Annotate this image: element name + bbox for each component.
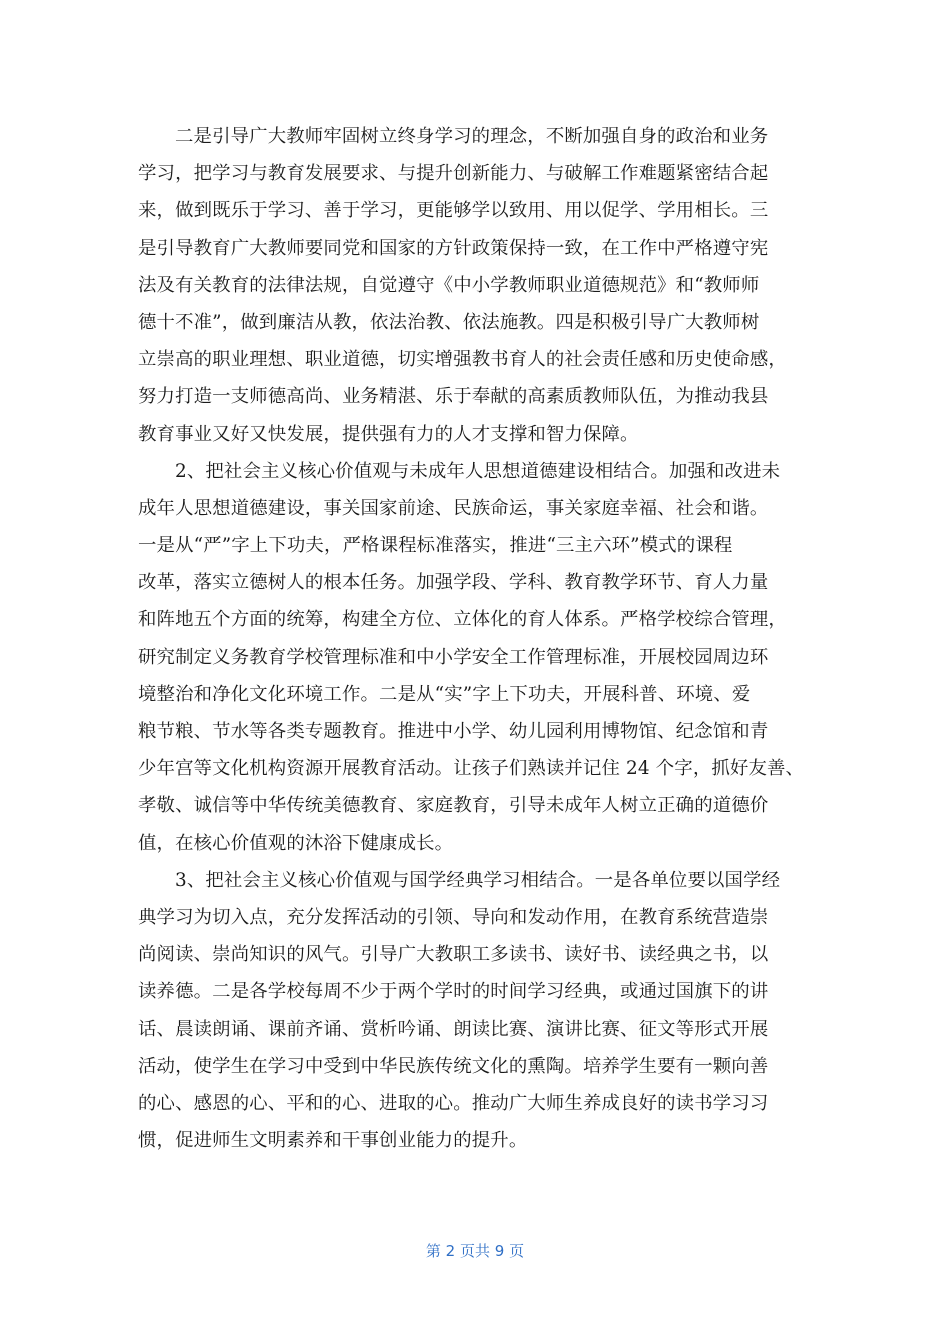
text-line: 来，做到既乐于学习、善于学习，更能够学以致用、用以促学、学用相长。三 bbox=[138, 200, 769, 222]
text-line: 粮节粮、节水等各类专题教育。推进中小学、幼儿园利用博物馆、纪念馆和青 bbox=[138, 721, 769, 742]
text-line: 少年宫等文化机构资源开展教育活动。让孩子们熟读并记住 24 个字，抓好友善、 bbox=[138, 758, 805, 780]
paragraph-first-line: 2、把社会主义核心价值观与未成年人思想道德建设相结合。加强和改进未 bbox=[175, 460, 781, 482]
text-line: 尚阅读、崇尚知识的风气。引导广大教职工多读书、读好书、读经典之书，以 bbox=[138, 944, 769, 966]
text-line: 改革，落实立德树人的根本任务。加强学段、学科、教育教学环节、育人力量 bbox=[138, 572, 769, 594]
text-line: 法及有关教育的法律法规，自觉遵守《中小学教师职业道德规范》和“教师师 bbox=[138, 274, 760, 296]
text-line: 成年人思想道德建设，事关国家前途、民族命运，事关家庭幸福、社会和谐。 bbox=[138, 497, 769, 519]
text-line: 努力打造一支师德高尚、业务精湛、乐于奉献的高素质教师队伍，为推动我县 bbox=[138, 386, 769, 408]
text-line: 值，在核心价值观的沐浴下健康成长。 bbox=[138, 832, 454, 854]
text-line: 研究制定义务教育学校管理标准和中小学安全工作管理标准，开展校园周边环 bbox=[138, 646, 769, 668]
text-line: 典学习为切入点，充分发挥活动的引领、导向和发动作用，在教育系统营造崇 bbox=[138, 906, 769, 928]
text-line: 德十不准”，做到廉洁从教，依法治教、依法施教。四是积极引导广大教师树 bbox=[138, 311, 760, 333]
text-line: 孝敬、诚信等中华传统美德教育、家庭教育，引导未成年人树立正确的道德价 bbox=[138, 795, 769, 817]
text-line: 活动，使学生在学习中受到中华民族传统文化的熏陶。培养学生要有一颗向善 bbox=[138, 1055, 769, 1077]
text-line: 立崇高的职业理想、职业道德，切实增强教书育人的社会责任感和历史使命感， bbox=[138, 349, 787, 371]
text-line: 读养德。二是各学校每周不少于两个学时的时间学习经典，或通过国旗下的讲 bbox=[138, 981, 769, 1003]
text-line: 教育事业又好又快发展，提供强有力的人才支撑和智力保障。 bbox=[138, 423, 639, 445]
document-body bbox=[138, 118, 814, 1159]
text-line: 的心、感恩的心、平和的心、进取的心。推动广大师生养成良好的读书学习习 bbox=[138, 1092, 769, 1114]
text-line: 一是从“严”字上下功夫，严格课程标准落实，推进“三主六环”模式的课程 bbox=[138, 535, 733, 557]
text-line: 话、晨读朗诵、课前齐诵、赏析吟诵、朗读比赛、演讲比赛、征文等形式开展 bbox=[138, 1018, 769, 1040]
text-line: 惯，促进师生文明素养和干事创业能力的提升。 bbox=[138, 1130, 528, 1152]
text-line: 和阵地五个方面的统筹，构建全方位、立体化的育人体系。严格学校综合管理， bbox=[138, 609, 787, 631]
text-line: 是引导教育广大教师要同党和国家的方针政策保持一致，在工作中严格遵守宪 bbox=[138, 237, 769, 259]
paragraph-first-line: 3、把社会主义核心价值观与国学经典学习相结合。一是各单位要以国学经 bbox=[175, 869, 781, 891]
page-number: 第 2 页共 9 页 bbox=[425, 1242, 525, 1260]
paragraph-first-line: 二是引导广大教师牢固树立终身学习的理念，不断加强自身的政治和业务 bbox=[175, 126, 769, 147]
text-line: 境整治和净化文化环境工作。二是从“实”字上下功夫，开展科普、环境、爱 bbox=[138, 683, 751, 705]
text-line: 学习，把学习与教育发展要求、与提升创新能力、与破解工作难题紧密结合起 bbox=[138, 163, 769, 185]
